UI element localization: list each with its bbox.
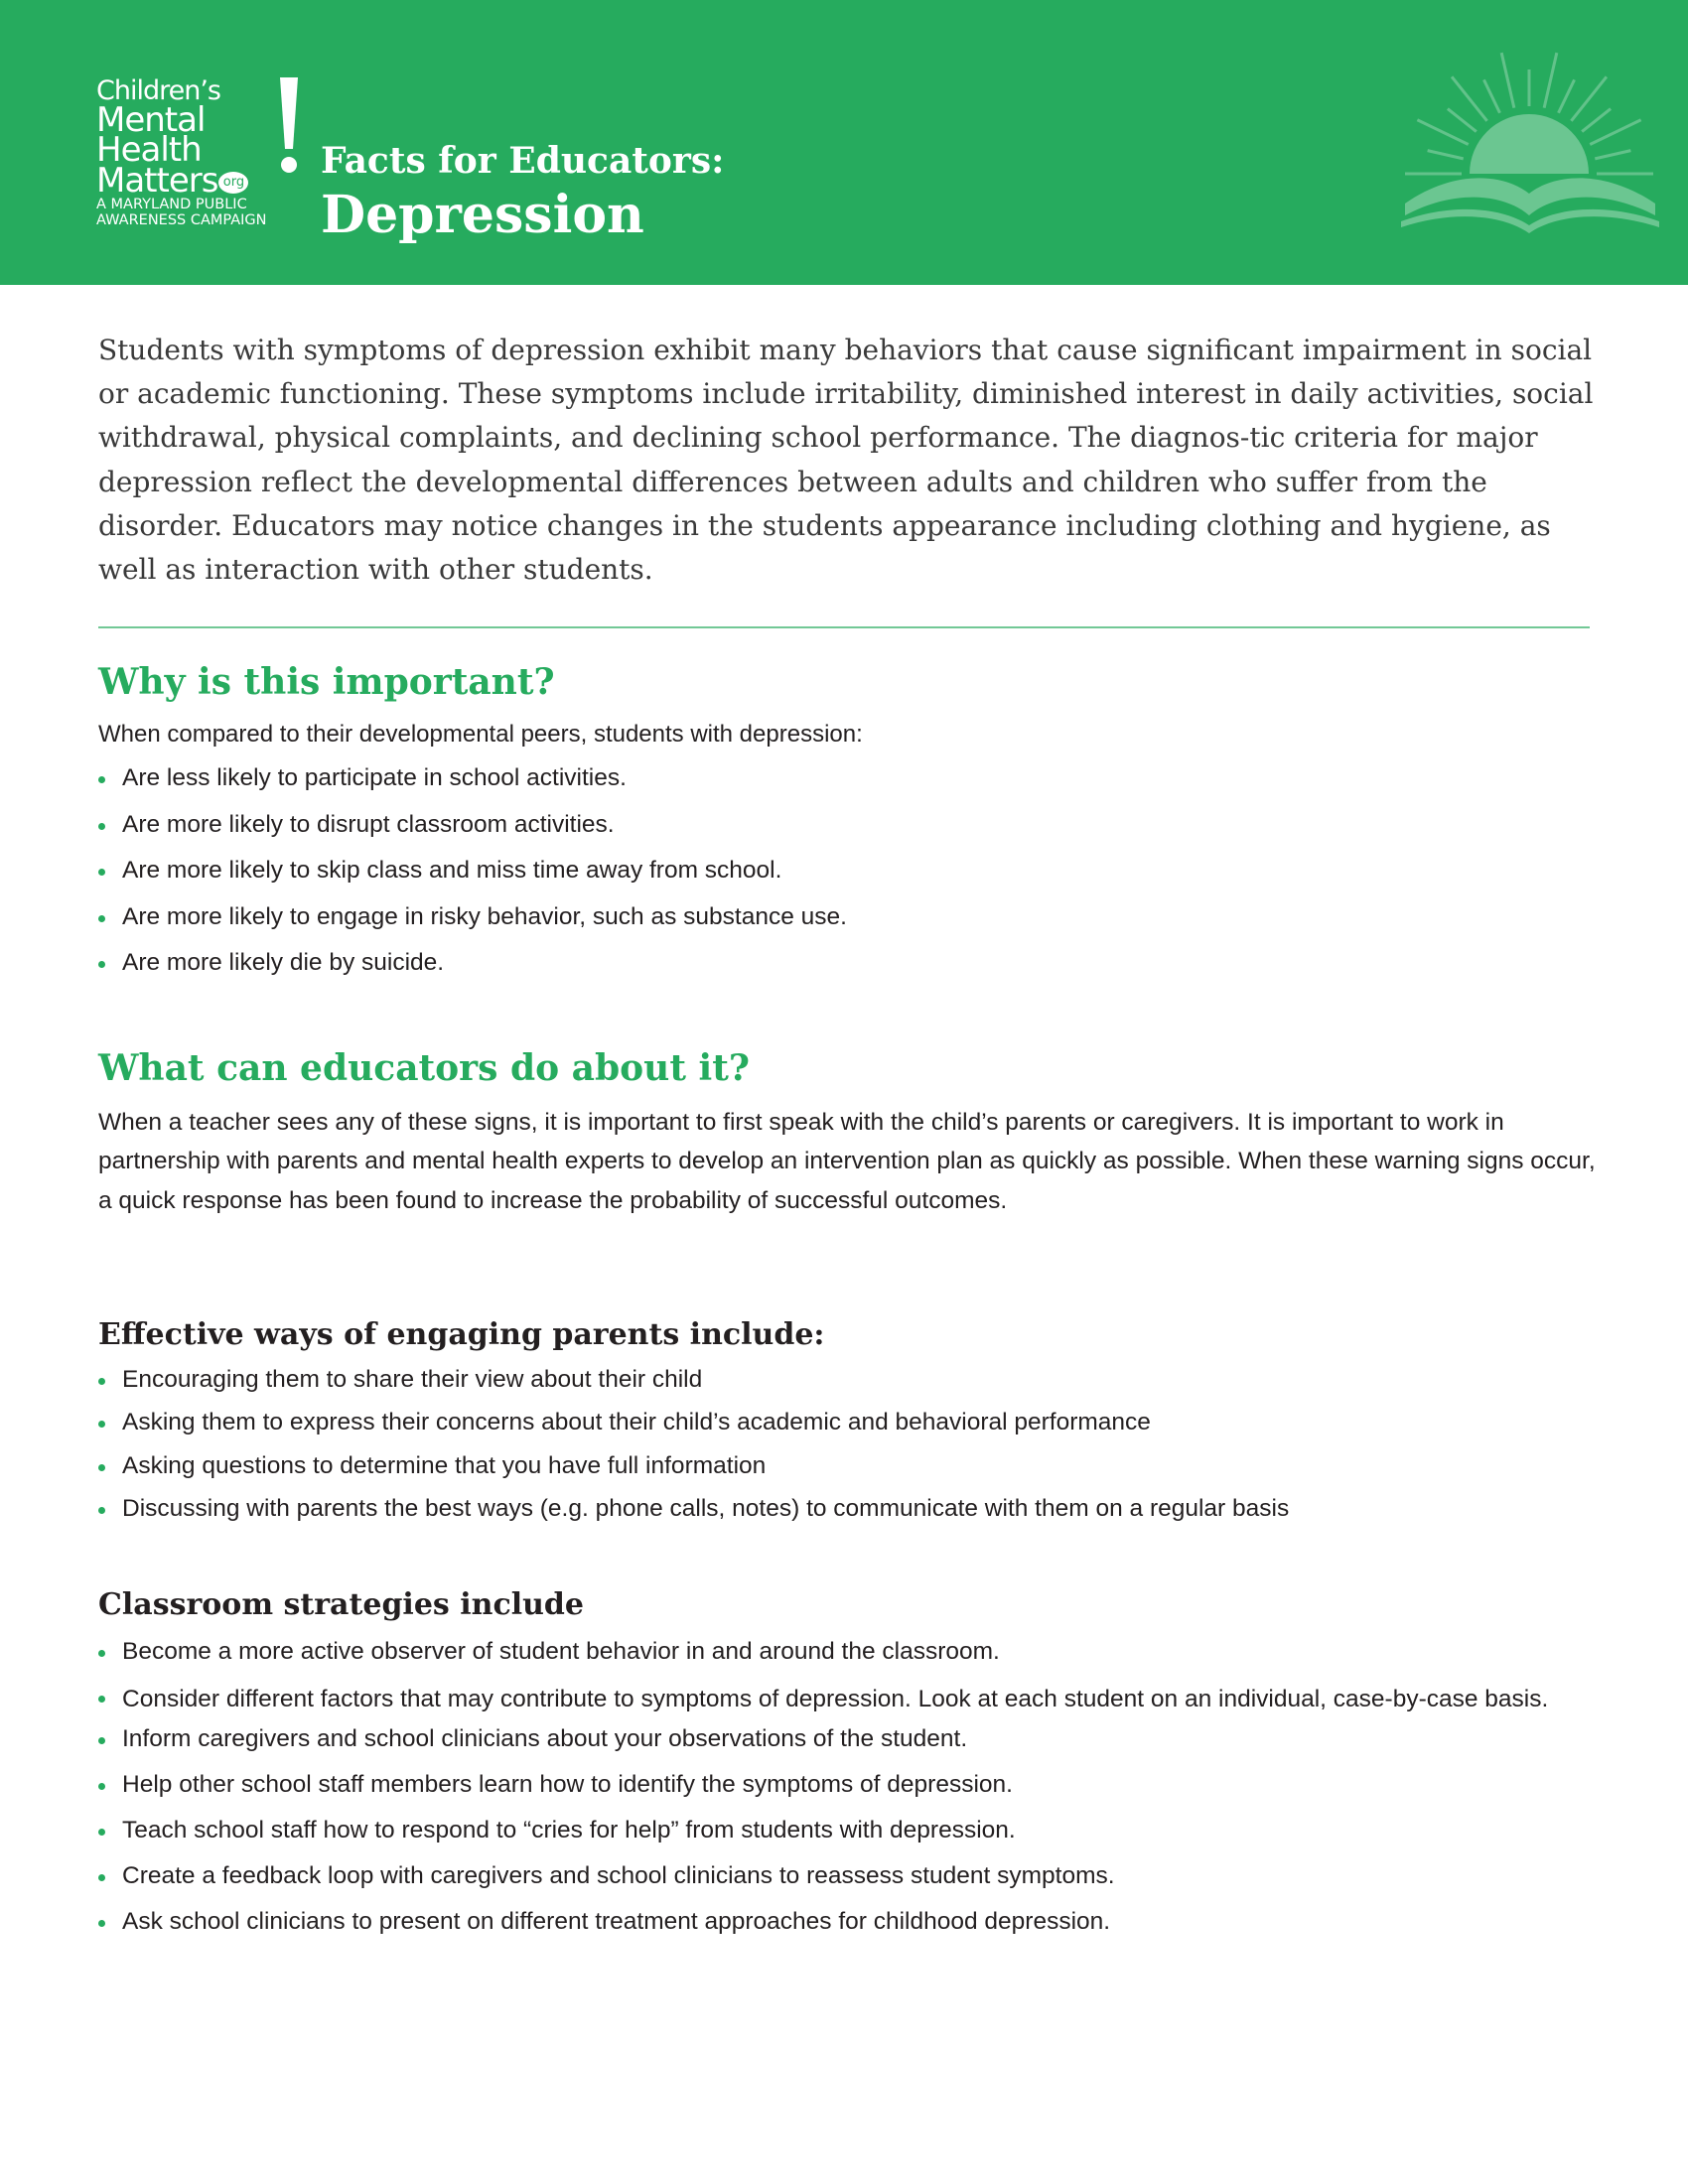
sun-ray bbox=[1428, 151, 1464, 159]
logo-line-3: Health bbox=[96, 130, 202, 170]
bullet-icon bbox=[98, 1507, 105, 1514]
bullet-icon bbox=[98, 869, 105, 876]
list-item bbox=[98, 1768, 1608, 1802]
sun-ray bbox=[1448, 109, 1477, 132]
section-divider bbox=[98, 626, 1590, 628]
bullet-icon bbox=[98, 1920, 105, 1927]
list-item bbox=[98, 1722, 1608, 1756]
page-title bbox=[321, 137, 724, 246]
list-item-text: Asking questions to determine that you have full information bbox=[122, 1451, 767, 1479]
list-item-text: Teach school staff how to respond to “cries for help” from students with depression. bbox=[122, 1817, 1016, 1843]
list-item-text: Create a feedback loop with caregivers and school clinicians to reassess student symptoms. bbox=[122, 1862, 1115, 1889]
logo-org-badge: org bbox=[218, 172, 248, 194]
why-heading: Why is this important? bbox=[98, 661, 555, 703]
sun-ray bbox=[1571, 76, 1607, 121]
list-item-text: Ask school clinicians to present on different treatment approaches for childhood depression. bbox=[122, 1908, 1111, 1935]
intro-paragraph: Students with symptoms of depression exhibit many behaviors that cause significant impairment in social or academic functioning. These symptoms include irritability, diminished interest in daily activities, social withdrawal, physical complaints, and declining school performance. The diagnos-tic criteria for major depression reflect the developmental differences between adults and children who suffer from the disorder. Educators may notice changes in the students appearance including clothing and hygiene, as well as interaction with other students. bbox=[98, 334, 1594, 587]
sun-ray bbox=[1595, 151, 1630, 159]
list-item bbox=[98, 1363, 1608, 1397]
list-item bbox=[98, 1905, 1608, 1939]
list-item-text: Are more likely to disrupt classroom activities. bbox=[122, 810, 615, 838]
list-item-text: Asking them to express their concerns about their child’s academic and behavioral performance bbox=[122, 1409, 1151, 1436]
logo-line-2: Mental bbox=[96, 100, 206, 140]
parents-heading: Effective ways of engaging parents include: bbox=[98, 1317, 825, 1352]
parents-list bbox=[98, 1363, 1608, 1535]
list-item-text: Become a more active observer of student behavior in and around the classroom. bbox=[122, 1638, 1000, 1665]
list-item-text: Help other school staff members learn how to identify the symptoms of depression. bbox=[122, 1771, 1013, 1798]
campaign-logo bbox=[96, 77, 285, 251]
sun-ray bbox=[1582, 109, 1611, 132]
what-paragraph: When a teacher sees any of these signs, it is important to first speak with the child’s parents or caregivers. It is important to work in partnership with parents and mental health experts to develop an intervention plan as quickly as possible. When these warning signs occur, a quick response has been found to increase the probability of successful outcomes. bbox=[98, 1109, 1596, 1214]
list-item-text: Are less likely to participate in school activities. bbox=[122, 764, 627, 791]
list-item-text: Are more likely die by suicide. bbox=[122, 949, 445, 976]
bullet-icon bbox=[98, 1737, 105, 1744]
logo-line-1: Children’s bbox=[96, 75, 220, 106]
logo-line-6: AWARENESS CAMPAIGN bbox=[96, 212, 267, 228]
list-item-text: Encouraging them to share their view about their child bbox=[122, 1366, 703, 1393]
list-item bbox=[98, 1449, 1608, 1483]
bullet-icon bbox=[98, 1874, 105, 1881]
list-item-text: Inform caregivers and school clinicians about your observations of the student. bbox=[122, 1725, 968, 1752]
list-item-text: Discussing with parents the best ways (e.g. phone calls, notes) to communicate with them on a regular basis bbox=[122, 1494, 1290, 1522]
logo-line-4 bbox=[96, 161, 285, 201]
list-item-text: Are more likely to skip class and miss time away from school. bbox=[122, 857, 782, 884]
sun-over-open-book-icon bbox=[1395, 45, 1663, 243]
list-item-text: Consider different factors that may contribute to symptoms of depression. Look at each student on an individual, case-by-case basis. bbox=[122, 1686, 1549, 1712]
bullet-icon bbox=[98, 915, 105, 922]
header-banner bbox=[0, 0, 1688, 285]
exclamation-icon bbox=[278, 77, 300, 182]
why-lead: When compared to their developmental peers, students with depression: bbox=[98, 721, 863, 748]
logo-line-5: A MARYLAND PUBLIC bbox=[96, 197, 247, 212]
bullet-icon bbox=[98, 961, 105, 968]
what-heading: What can educators do about it? bbox=[98, 1047, 750, 1089]
sun-ray bbox=[1544, 53, 1557, 108]
bullet-icon bbox=[98, 1783, 105, 1790]
title-line-2: Depression bbox=[321, 185, 644, 245]
list-item bbox=[98, 1814, 1608, 1847]
logo-matters: Matters bbox=[96, 161, 218, 201]
list-item bbox=[98, 761, 1608, 795]
bullet-icon bbox=[98, 1421, 105, 1428]
list-item bbox=[98, 1492, 1608, 1526]
title-line-1: Facts for Educators: bbox=[321, 140, 725, 182]
bullet-icon bbox=[98, 1378, 105, 1385]
why-list bbox=[98, 761, 1608, 993]
bullet-icon bbox=[98, 1464, 105, 1471]
list-item bbox=[98, 900, 1608, 934]
bullet-icon bbox=[98, 1650, 105, 1657]
bullet-icon bbox=[98, 823, 105, 830]
sun-ray bbox=[1417, 120, 1468, 145]
list-item bbox=[98, 1406, 1608, 1439]
bullet-icon bbox=[98, 776, 105, 783]
list-item-text: Are more likely to engage in risky behavior, such as substance use. bbox=[122, 902, 847, 930]
list-item bbox=[98, 854, 1608, 887]
classroom-list bbox=[98, 1635, 1608, 1951]
list-item bbox=[98, 946, 1608, 980]
list-item bbox=[98, 1859, 1608, 1893]
bullet-icon bbox=[98, 1829, 105, 1836]
sun-ray bbox=[1483, 79, 1499, 112]
sun-ray bbox=[1501, 53, 1514, 108]
list-item bbox=[98, 1681, 1612, 1717]
list-item bbox=[98, 808, 1608, 842]
sun-ray bbox=[1559, 79, 1575, 112]
bullet-icon bbox=[98, 1696, 105, 1703]
sun-ray bbox=[1590, 120, 1640, 145]
classroom-heading: Classroom strategies include bbox=[98, 1587, 584, 1622]
list-item bbox=[98, 1635, 1608, 1669]
sun-ray bbox=[1452, 76, 1487, 121]
